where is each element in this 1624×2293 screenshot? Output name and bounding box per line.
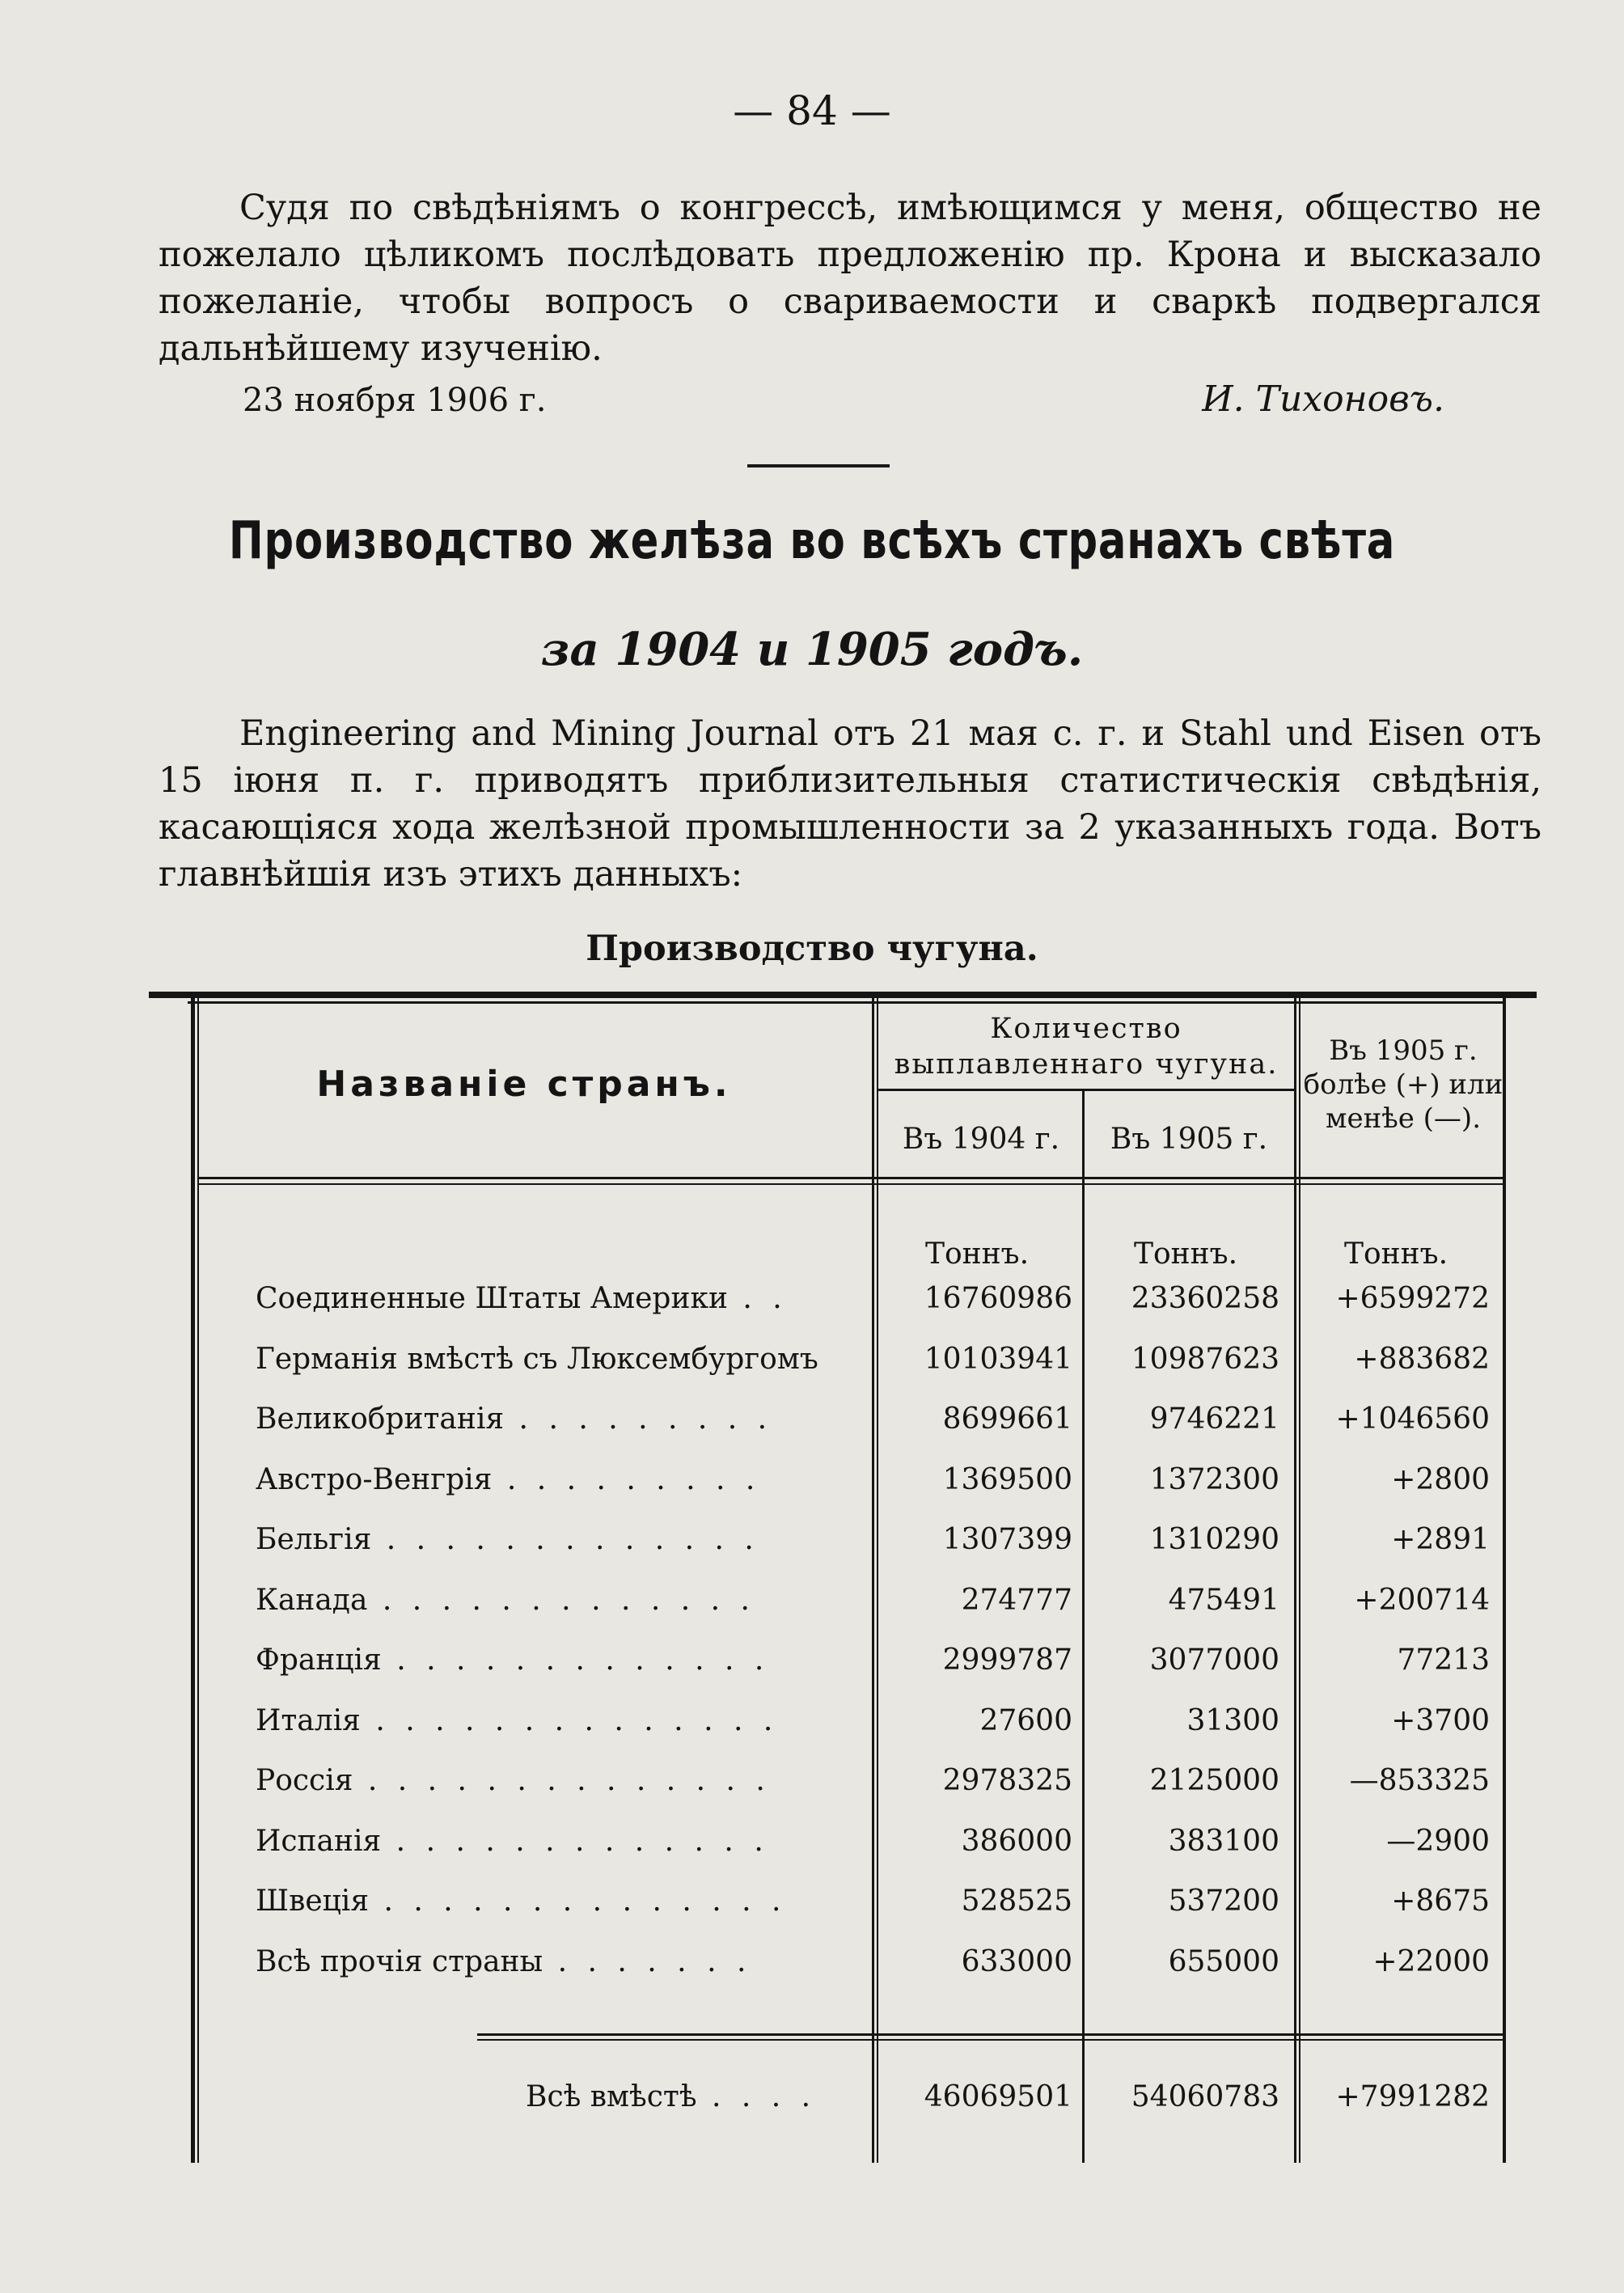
table-total-row [0,2080,1624,2129]
value-1905: 9746221 [1149,1402,1279,1436]
country-name: Всѣ прочія страны [256,1945,543,1978]
leader-dots: . . . . . . . . . . . . . [381,1825,769,1858]
value-1904: 16760986 [924,1282,1072,1315]
table-top-rule [149,992,1537,998]
value-difference: +1046560 [1335,1402,1490,1436]
country-name: Великобританія [256,1402,505,1436]
country-name: Австро-Венгрія [256,1463,493,1496]
unit-label-1904: Тоннъ. [924,1237,1030,1271]
value-1905: 3077000 [1149,1644,1279,1677]
table-row [0,1704,1624,1753]
value-1905: 383100 [1168,1825,1279,1858]
value-1904: 27600 [979,1704,1072,1737]
value-1904: 528525 [961,1885,1072,1918]
leader-dots: . . . . . . . . . . . . . . [369,1885,787,1918]
header-1904: Въ 1904 г. [902,1123,1060,1156]
country-cell [256,1282,878,1315]
table-row [0,1463,1624,1512]
value-1904: 633000 [961,1945,1072,1978]
value-difference: 77213 [1397,1644,1490,1677]
table-row [0,1523,1624,1572]
table-row [0,1825,1624,1873]
value-difference: +2800 [1391,1463,1490,1496]
leader-dots: . . . . . . . . . . . . . . [353,1764,771,1797]
country-cell [256,1704,878,1737]
leader-dots: . . . . . . . . . . . . . [367,1584,755,1617]
value-difference: +6599272 [1335,1282,1490,1315]
value-1904: 2999787 [942,1644,1072,1677]
header-rule-2 [197,1183,1504,1185]
value-difference: —853325 [1349,1764,1490,1797]
header-difference: Въ 1905 г. болѣе (+) или менѣе (—). [1303,1034,1503,1135]
leader-dots: . . . . . . . . . [504,1402,773,1436]
country-cell [256,1584,878,1617]
leader-dots: . . . . . . . . . . . . . [381,1644,770,1677]
country-name: Швеція [256,1885,370,1918]
country-cell [256,1463,878,1496]
value-1904: 1307399 [942,1523,1072,1556]
value-1904: 2978325 [942,1764,1072,1797]
leader-dots: . . . . . . . [543,1945,752,1978]
table-row [0,1402,1624,1451]
country-cell [256,1764,878,1797]
total-rule-2 [477,2039,1504,2041]
value-1905: 655000 [1168,1945,1279,1978]
leader-dots: . . [727,1282,788,1315]
country-cell [256,1343,878,1376]
header-rule [197,1177,1504,1179]
country-name: Испанія [256,1825,382,1858]
table-top-rule-2 [188,1001,1504,1004]
country-name: Россія [256,1764,353,1797]
table-row [0,1584,1624,1632]
value-difference: +2891 [1391,1523,1490,1556]
total-rule [477,2033,1504,2036]
paragraph-sources: Engineering and Mining Journal отъ 21 мая с. г. и Stahl und Eisen отъ 15 іюня п. г. приводятъ приблизительныя статистическія свѣдѣнія, касающіяся хода желѣзной промышленности за 2 указанныхъ года. Вотъ главнѣйшія изъ этихъ данныхъ: [159,713,1542,895]
country-name: Канада [256,1584,368,1617]
unit-label-1905: Тоннъ. [1133,1237,1238,1271]
letter-date: 23 ноября 1906 г. [243,382,547,419]
header-country: Названіе странъ. [316,1064,732,1105]
table-row [0,1644,1624,1692]
value-difference: +200714 [1354,1584,1490,1617]
value-1904: 8699661 [942,1402,1072,1436]
country-cell [256,1825,878,1858]
value-1905: 31300 [1186,1704,1279,1737]
value-1905: 23360258 [1131,1282,1279,1315]
value-1904: 10103941 [924,1343,1072,1376]
value-1904: 1369500 [942,1463,1072,1496]
table-row [0,1343,1624,1391]
value-1905: 475491 [1168,1584,1279,1617]
country-name: Бельгія [256,1523,372,1556]
article-title: Производство желѣза во всѣхъ странахъ свѣта [228,511,1396,571]
country-cell [256,1644,878,1677]
header-quantity: Количество выплавленнаго чугуна. [894,1013,1279,1081]
country-cell [256,1885,878,1918]
value-1905: 10987623 [1131,1343,1279,1376]
leader-dots: . . . . . . . . . . . . . . [360,1704,779,1737]
value-1904: 386000 [961,1825,1072,1858]
table-row [0,1885,1624,1933]
value-1905: 54060783 [1131,2080,1279,2113]
value-1905: 1372300 [1149,1463,1279,1496]
table-row [0,1282,1624,1331]
value-difference: +7991282 [1335,2080,1490,2113]
table-row [0,1764,1624,1813]
author-signature: И. Тихоновъ. [1202,379,1444,420]
country-cell [256,1402,878,1436]
table-row [0,1945,1624,1994]
value-1905: 2125000 [1149,1764,1279,1797]
leader-dots: . . . . . . . . . . . . . [371,1523,759,1556]
unit-label-diff: Тоннъ. [1343,1237,1448,1271]
country-name: Германія вмѣстѣ съ Люксембургомъ [256,1343,818,1376]
value-1905: 537200 [1168,1885,1279,1918]
country-name: Всѣ вмѣстѣ [526,2080,697,2113]
table-title: Производство чугуна. [586,929,1038,969]
header-1905: Въ 1905 г. [1110,1123,1268,1156]
article-subtitle: за 1904 и 1905 годъ. [540,623,1084,676]
country-cell [256,1523,878,1556]
country-cell [256,1945,878,1978]
country-name: Соединенные Штаты Америки [256,1282,728,1315]
leader-dots: . . . . . . . . . [492,1463,761,1496]
value-difference: +3700 [1391,1704,1490,1737]
page-number: — 84 — [733,87,891,134]
value-difference: +8675 [1391,1885,1490,1918]
country-name: Франція [256,1644,382,1677]
value-difference: +883682 [1354,1343,1490,1376]
country-name: Италія [256,1704,361,1737]
section-divider [747,464,890,467]
subheader-rule [878,1089,1294,1091]
value-1904: 274777 [961,1584,1072,1617]
paragraph-congress: Судя по свѣдѣніямъ о конгрессѣ, имѣющимся у меня, общество не пожелало цѣликомъ послѣдовать предложенію пр. Крона и высказало пожеланіе, чтобы вопросъ о свариваемости и сваркѣ подвергался дальнѣйшему изученію. [159,188,1542,369]
value-difference: —2900 [1386,1825,1490,1858]
value-1905: 1310290 [1149,1523,1279,1556]
leader-dots: . . . . [696,2080,817,2113]
value-1904: 46069501 [924,2080,1072,2113]
value-difference: +22000 [1372,1945,1490,1978]
